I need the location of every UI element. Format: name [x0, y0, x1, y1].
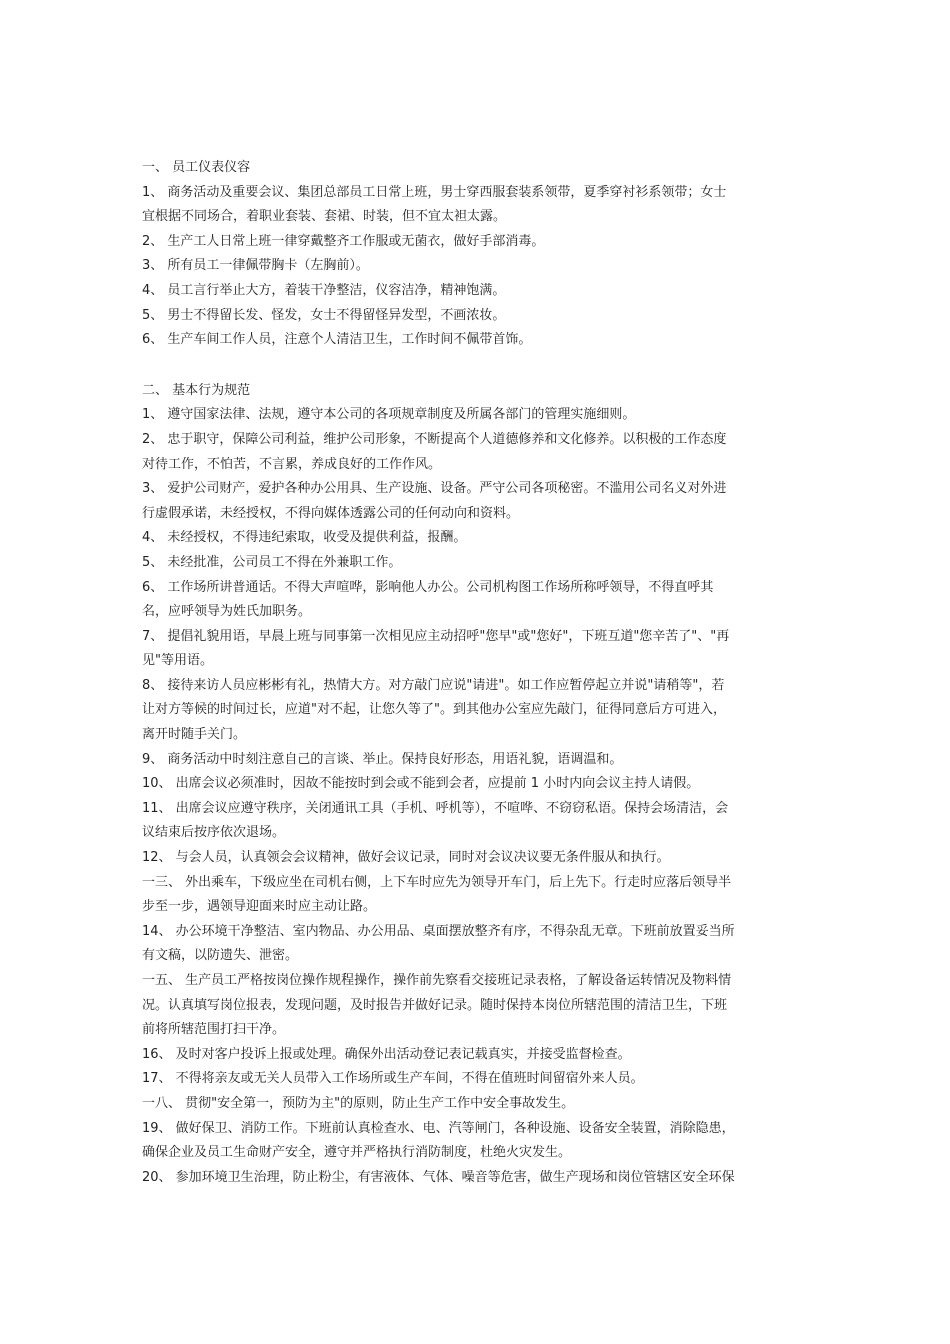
section-appearance [142, 156, 807, 353]
section-heading: 一、 员工仪表仪容 [142, 160, 251, 175]
list-item [142, 1067, 807, 1092]
paragraph-line: 4、 未经授权，不得违纪索取，收受及提供利益，报酬。 [142, 530, 467, 546]
list-item [142, 1117, 807, 1166]
paragraph-line: 6、 工作场所讲普通话。不得大声喧哗，影响他人办公。公司机构图工作场所称呼领导，不得直呼其 [142, 579, 714, 595]
paragraph-line: 5、 男士不得留长发、怪发，女士不得留怪异发型，不画浓妆。 [142, 307, 506, 323]
list-item [142, 230, 807, 255]
paragraph-line: 况。认真填写岗位报表，发现问题，及时报告并做好记录。随时保持本岗位所辖范围的清洁卫生，下班 [142, 997, 728, 1013]
paragraph-line: 见"等用语。 [142, 653, 213, 669]
paragraph-line: 1、 遵守国家法律、法规，遵守本公司的各项规章制度及所属各部门的管理实施细则。 [142, 407, 636, 423]
section-heading: 二、 基本行为规范 [142, 382, 251, 398]
list-item [142, 1092, 807, 1117]
list-item [142, 625, 807, 674]
document-page [142, 156, 807, 1190]
list-item [142, 797, 807, 846]
paragraph-line: 3、 爱护公司财产，爱护各种办公用具、生产设施、设备。严守公司各项秘密。不滥用公司名义对外进 [142, 481, 727, 497]
paragraph-line: 对待工作，不怕苦，不言累，养成良好的工作作风。 [142, 456, 442, 472]
paragraph-line: 20、 参加环境卫生治理，防止粉尘，有害液体、气体、噪音等危害，做生产现场和岗位管辖区安全环保 [142, 1169, 735, 1185]
paragraph-line: 离开时随手关门。 [142, 727, 247, 743]
list-item [142, 181, 807, 230]
paragraph-line: 14、 办公环境干净整洁、室内物品、办公用品、桌面摆放整齐有序，不得杂乱无章。下班前放置妥当所 [142, 923, 735, 939]
paragraph-line: 2、 忠于职守，保障公司利益，维护公司形象，不断提高个人道德修养和文化修养。以积极的工作态度 [142, 431, 727, 447]
paragraph-line: 一三、 外出乘车，下级应坐在司机右侧，上下车时应先为领导开车门，后上先下。行走时应落后领导半 [142, 874, 732, 890]
list-item [142, 920, 807, 969]
list-item [142, 576, 807, 625]
paragraph-line: 名，应呼领导为姓氏加职务。 [142, 604, 312, 620]
paragraph-line: 3、 所有员工一律佩带胸卡（左胸前）。 [142, 258, 369, 274]
list-item [142, 304, 807, 329]
paragraph-line: 一八、 贯彻"安全第一，预防为主"的原则，防止生产工作中安全事故发生。 [142, 1095, 575, 1111]
list-item [142, 846, 807, 871]
paragraph-line: 让对方等候的时间过长，应道"对不起，让您久等了"。到其他办公室应先敲门，征得同意后方可进入， [142, 702, 726, 718]
paragraph-line: 10、 出席会议必须准时，因故不能按时到会或不能到会者，应提前 1 小时内向会议主持人请假。 [142, 776, 700, 792]
paragraph-line: 19、 做好保卫、消防工作。下班前认真检查水、电、汽等闸门，各种设施、设备安全装置，消除隐患， [142, 1120, 735, 1136]
paragraph-line: 5、 未经批准，公司员工不得在外兼职工作。 [142, 554, 402, 570]
paragraph-line: 11、 出席会议应遵守秩序，关闭通讯工具（手机、呼机等），不喧哗、不窃窃私语。保持会场清洁，会 [142, 800, 729, 816]
list-item [142, 551, 807, 576]
paragraph-line: 前将所辖范围打扫干净。 [142, 1022, 286, 1038]
list-item [142, 772, 807, 797]
paragraph-line: 8、 接待来访人员应彬彬有礼，热情大方。对方敲门应说"请进"。如工作应暂停起立并说"请稍等"，若 [142, 677, 725, 693]
list-item [142, 1043, 807, 1068]
paragraph-line: 宜根据不同场合，着职业套装、套裙、时装，但不宜太袒太露。 [142, 209, 507, 225]
list-item [142, 1166, 807, 1191]
list-item [142, 254, 807, 279]
paragraph-line: 7、 提倡礼貌用语，早晨上班与同事第一次相见应主动招呼"您早"或"您好"，下班互道"您辛苦了"、"再 [142, 628, 730, 644]
list-item [142, 279, 807, 304]
list-item [142, 871, 807, 920]
list-item [142, 748, 807, 773]
paragraph-line: 议结束后按序依次退场。 [142, 825, 286, 841]
paragraph-line: 步至一步，遇领导迎面来时应主动让路。 [142, 899, 377, 915]
paragraph-line: 1、 商务活动及重要会议、集团总部员工日常上班，男士穿西服套装系领带，夏季穿衬衫系领带；女士 [142, 184, 727, 200]
paragraph-line: 行虚假承诺，未经授权，不得向媒体透露公司的任何动向和资料。 [142, 505, 520, 521]
paragraph-line: 16、 及时对客户投诉上报或处理。确保外出活动登记表记载真实，并接受监督检查。 [142, 1046, 631, 1062]
paragraph-line: 12、 与会人员，认真领会会议精神，做好会议记录，同时对会议决议要无条件服从和执行。 [142, 850, 670, 866]
list-item [142, 969, 807, 1043]
list-item [142, 403, 807, 428]
list-item [142, 428, 807, 477]
list-item [142, 477, 807, 526]
paragraph-line: 4、 员工言行举止大方，着装干净整洁，仪容洁净，精神饱满。 [142, 282, 506, 298]
paragraph-line: 2、 生产工人日常上班一律穿戴整齐工作服或无菌衣，做好手部消毒。 [142, 233, 545, 249]
paragraph-line: 6、 生产车间工作人员，注意个人清洁卫生，工作时间不佩带首饰。 [142, 332, 532, 348]
paragraph-line: 有文稿，以防遗失、泄密。 [142, 948, 299, 964]
paragraph-line: 17、 不得将亲友或无关人员带入工作场所或生产车间，不得在值班时间留宿外来人员。 [142, 1071, 644, 1087]
paragraph-line: 确保企业及员工生命财产安全，遵守并严格执行消防制度，杜绝火灾发生。 [142, 1145, 572, 1161]
section-behavior [142, 379, 807, 1191]
list-item [142, 526, 807, 551]
paragraph-line: 9、 商务活动中时刻注意自己的言谈、举止。保持良好形态，用语礼貌，语调温和。 [142, 751, 623, 767]
list-item [142, 674, 807, 748]
paragraph-line: 一五、 生产员工严格按岗位操作规程操作，操作前先察看交接班记录表格，了解设备运转情况及物料情 [142, 973, 732, 988]
list-item [142, 328, 807, 353]
